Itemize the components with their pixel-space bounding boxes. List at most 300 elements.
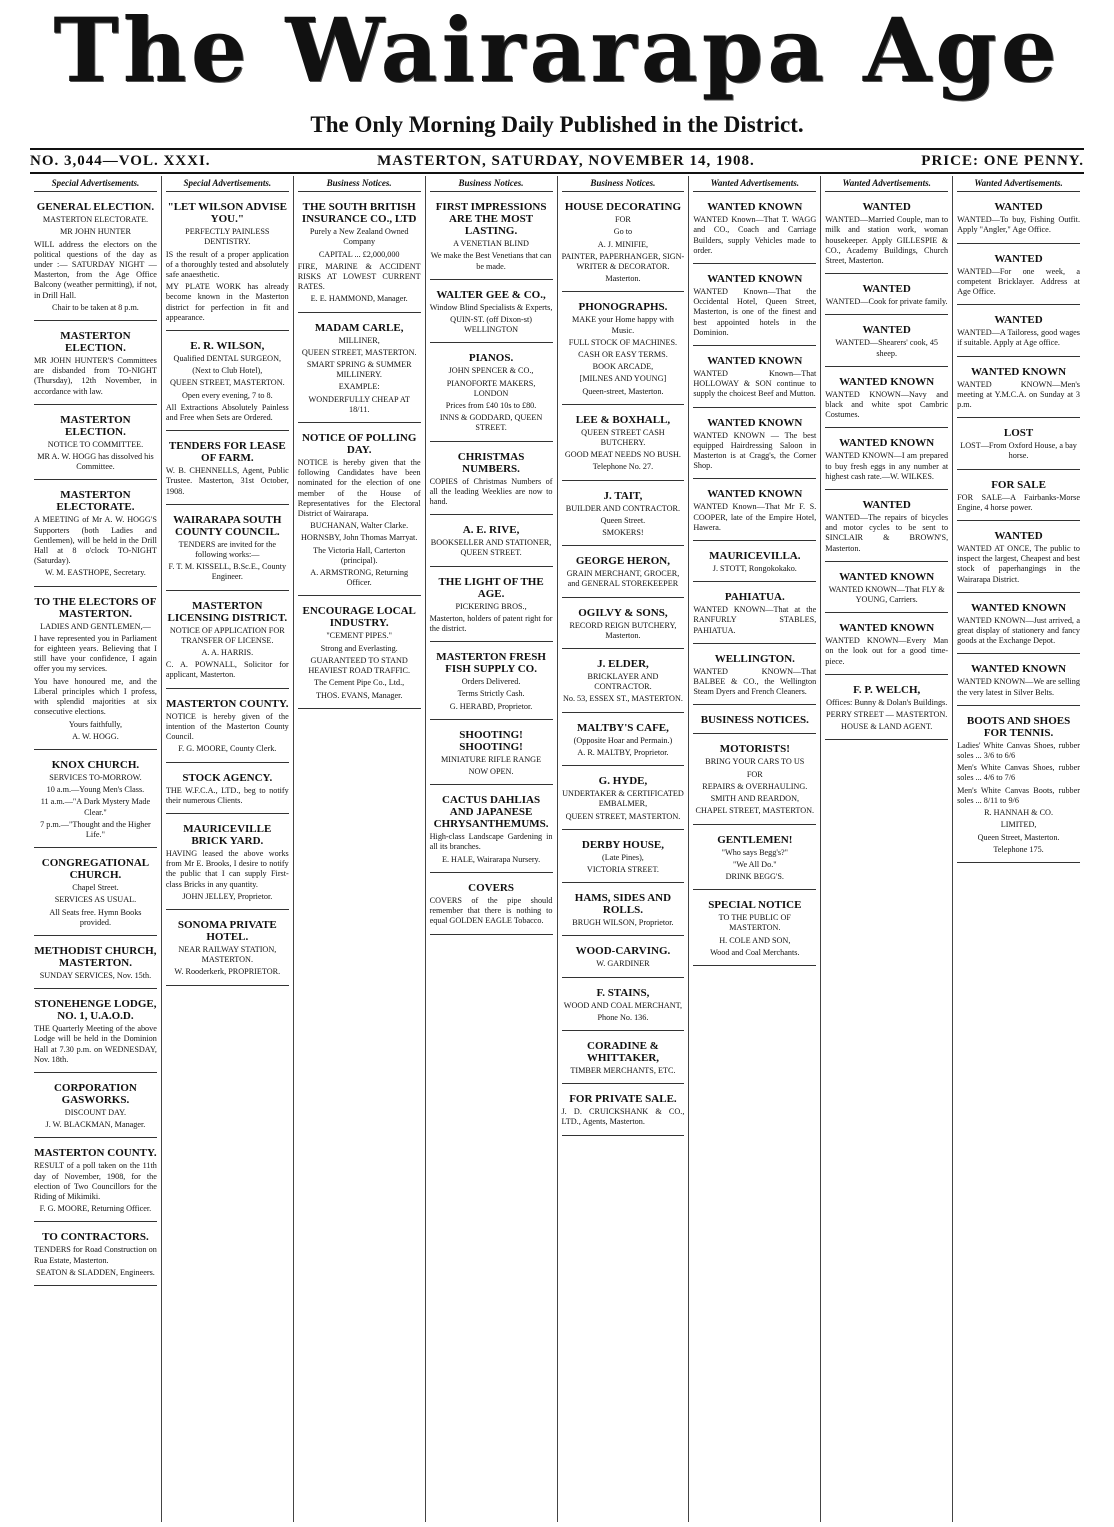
advertisement bbox=[693, 894, 816, 966]
advertisement-title: MASTERTON ELECTORATE. bbox=[56, 489, 135, 514]
advertisement-title: THE LIGHT OF THE AGE. bbox=[438, 575, 544, 600]
advertisement bbox=[825, 566, 948, 613]
advertisement-line: (Late Pines), bbox=[602, 852, 644, 862]
advertisement-line: Orders Delivered. bbox=[461, 677, 521, 687]
advertisement bbox=[957, 361, 1080, 419]
advertisement bbox=[693, 829, 816, 891]
dateline bbox=[30, 148, 1084, 174]
column-3 bbox=[293, 176, 425, 1522]
advertisement-line: F. G. MOORE, County Clerk. bbox=[178, 744, 277, 754]
advertisement-line: WANTED KNOWN—That at the RANFURLY STABLES, PAHIATUA. bbox=[693, 605, 817, 635]
advertisement-title: F. STAINS, bbox=[596, 986, 650, 999]
advertisement-title: TO THE ELECTORS OF MASTERTON. bbox=[34, 595, 157, 620]
advertisement-line: E. HALE, Wairarapa Nursery. bbox=[441, 854, 541, 864]
advertisement bbox=[562, 409, 685, 481]
advertisement-line: F. G. MOORE, Returning Officer. bbox=[39, 1204, 152, 1214]
advertisement-line: Terms Strictly Cash. bbox=[457, 689, 525, 699]
advertisement-line: SERVICES AS USUAL. bbox=[54, 895, 137, 905]
advertisement-line: INNS & GODDARD, QUEEN STREET. bbox=[439, 413, 543, 433]
advertisement-title: MAURICEVILLE BRICK YARD. bbox=[183, 822, 272, 847]
advertisement-title: CONGREGATIONAL CHURCH. bbox=[41, 857, 150, 882]
advertisement bbox=[166, 767, 289, 814]
advertisement-title: CHRISTMAS NUMBERS. bbox=[457, 450, 525, 475]
advertisement-line: 10 a.m.—Young Men's Class. bbox=[46, 785, 145, 795]
advertisement-line: WANTED KNOWN—I am prepared to buy fresh eggs in any number at highest cash rate.—W. WILKES. bbox=[825, 451, 949, 481]
newspaper-title: The Wairarapa Age bbox=[53, 0, 1061, 102]
advertisement bbox=[825, 679, 948, 741]
advertisement bbox=[430, 284, 553, 344]
advertisement-line: SMOKERS! bbox=[602, 528, 644, 538]
advertisement bbox=[693, 196, 816, 264]
advertisement-line: PAINTER, PAPERHANGER, SIGN-WRITER & DECORATOR. bbox=[561, 251, 685, 272]
advertisement-line: We make the Best Venetians that can be made. bbox=[430, 251, 552, 271]
advertisement-line: Masterton. bbox=[605, 274, 641, 284]
advertisement-line: HAVING leased the above works from Mr E. Brooks, I desire to notify the public that I can supply First-class Bricks in any quantity. bbox=[165, 848, 289, 889]
advertisement-title: HAMS, SIDES AND ROLLS. bbox=[574, 892, 672, 917]
advertisement-line: NOTICE OF APPLICATION FOR TRANSFER OF LICENSE. bbox=[169, 625, 285, 645]
advertisement bbox=[957, 658, 1080, 705]
advertisement-title: PIANOS. bbox=[468, 352, 514, 365]
advertisement-title: MASTERTON COUNTY. bbox=[166, 697, 289, 710]
advertisement bbox=[562, 982, 685, 1031]
advertisement-line: WANTED KNOWN — The best equipped Hairdressing Saloon in Masterton is at Cragg's, the Corner Shop. bbox=[693, 430, 817, 471]
advertisement-line: WANTED KNOWN—Men's meeting at Y.M.C.A. on Sunday at 3 p.m. bbox=[957, 379, 1080, 410]
advertisement-line: WANTED—Cook for private family. bbox=[825, 297, 948, 307]
advertisement bbox=[34, 484, 157, 586]
advertisement-line: COVERS of the pipe should remember that there is nothing to equal GOLDEN EAGLE Tobacco. bbox=[429, 895, 553, 926]
advertisement-line: Go to bbox=[613, 227, 633, 237]
advertisement-line: J. W. BLACKMAN, Manager. bbox=[45, 1120, 146, 1130]
advertisement bbox=[562, 602, 685, 649]
advertisement-title: WANTED KNOWN bbox=[707, 273, 803, 286]
advertisement bbox=[957, 474, 1080, 521]
advertisement-title: FIRST IMPRESSIONS ARE THE MOST LASTING. bbox=[435, 201, 547, 238]
advertisement bbox=[693, 545, 816, 582]
advertisement-line: JOHN SPENCER & CO., bbox=[448, 366, 534, 376]
advertisement-title: PAHIATUA. bbox=[724, 591, 785, 604]
advertisement bbox=[957, 422, 1080, 469]
advertisement-line: QUIN-ST. (off Dixon-st) WELLINGTON bbox=[450, 315, 532, 335]
advertisement-line: Telephone 175. bbox=[993, 844, 1044, 854]
advertisement-line: MASTERTON ELECTORATE. bbox=[42, 215, 149, 225]
advertisement-line: WANTED KNOWN—Just arrived, a great display of stationery and fancy goods at the Exchange Depot. bbox=[957, 615, 1080, 646]
advertisement-line: MAKE your Home happy with Music. bbox=[571, 315, 674, 335]
advertisement bbox=[166, 196, 289, 331]
advertisement-title: MOTORISTS! bbox=[719, 743, 790, 756]
advertisement-title: J. TAIT, bbox=[603, 489, 643, 502]
advertisement-line: Qualified DENTAL SURGEON, bbox=[173, 354, 282, 364]
advertisement bbox=[825, 196, 948, 274]
advertisement-line: FIRE, MARINE & ACCIDENT RISKS AT LOWEST CURRENT RATES. bbox=[297, 261, 421, 292]
advertisement bbox=[562, 485, 685, 547]
advertisement-line: HORNSBY, John Thomas Marryat. bbox=[301, 533, 418, 543]
advertisement-line: [MILNES AND YOUNG] bbox=[579, 374, 667, 384]
advertisement-line: All Seats free. Hymn Books provided. bbox=[49, 907, 142, 927]
advertisement-title: A. E. RIVE, bbox=[462, 524, 520, 537]
advertisement-line: WANTED Known—That Mr F. S. COOPER, late of the Empire Hotel, Hawera. bbox=[693, 502, 817, 532]
advertisement-line: Strong and Everlasting. bbox=[320, 643, 398, 653]
advertisement-line: THOS. EVANS, Manager. bbox=[315, 690, 403, 700]
advertisement bbox=[166, 914, 289, 986]
advertisement-title: STOCK AGENCY. bbox=[182, 771, 273, 784]
newspaper-subtitle: The Only Morning Daily Published in the District. bbox=[310, 112, 804, 137]
advertisement-title: SPECIAL NOTICE bbox=[708, 899, 802, 912]
advertisement-line: WANTED—For one week, a competent Bricklayer. Address at Age Office. bbox=[957, 266, 1080, 297]
advertisement-title: WELLINGTON. bbox=[714, 652, 795, 665]
advertisement-line: The Victoria Hall, Carterton (principal). bbox=[313, 545, 406, 565]
advertisement-title: WANTED KNOWN bbox=[971, 601, 1067, 614]
advertisement-title: WANTED KNOWN bbox=[971, 365, 1067, 378]
advertisement-line: GRAIN MERCHANT, GROCER, and GENERAL STOREKEEPER bbox=[566, 569, 680, 589]
advertisement-line: (Next to Club Hotel), bbox=[192, 366, 263, 376]
advertisement-line: R. HANNAH & CO. bbox=[984, 808, 1054, 818]
advertisement-line: HOUSE & LAND AGENT. bbox=[841, 722, 933, 732]
advertisement-title: WANTED bbox=[862, 324, 911, 337]
advertisement-line: IS the result of a proper application of a thoroughly tested and absolutely safe anaesthetic. bbox=[165, 249, 289, 280]
advertisement-line: "Who says Begg's?" bbox=[721, 847, 788, 857]
column-6 bbox=[688, 176, 820, 1522]
advertisement-line: WANTED AT ONCE, The public to inspect the largest, Cheapest and best stock of paperhangings in the Wairarapa District. bbox=[957, 544, 1080, 584]
advertisement-line: A. A. HARRIS. bbox=[201, 648, 254, 658]
advertisement-title: WANTED bbox=[862, 201, 911, 214]
advertisement-title: DERBY HOUSE, bbox=[581, 838, 664, 851]
advertisement-title: OGILVY & SONS, bbox=[578, 606, 668, 619]
advertisement-line: BRUGH WILSON, Proprietor. bbox=[572, 918, 674, 928]
advertisement-line: 7 p.m.—"Thought and the Higher Life." bbox=[40, 819, 151, 839]
advertisement-title: ENCOURAGE LOCAL INDUSTRY. bbox=[302, 605, 416, 630]
advertisement bbox=[562, 887, 685, 936]
masthead bbox=[0, 0, 1114, 137]
advertisement-line: I have represented you in Parliament for eighteen years. Believing that I still have your confidence, I again offer you my services. bbox=[34, 633, 157, 674]
advertisement-line: CHAPEL STREET, MASTERTON. bbox=[695, 806, 815, 816]
column-1 bbox=[30, 176, 161, 1522]
advertisement-line: FOR bbox=[746, 769, 763, 779]
advertisement-line: UNDERTAKER & CERTIFICATED EMBALMER, bbox=[562, 789, 684, 809]
advertisement-line: WOOD AND COAL MERCHANT, bbox=[563, 1000, 683, 1010]
advertisement bbox=[693, 412, 816, 480]
advertisement bbox=[825, 432, 948, 490]
column-8 bbox=[952, 176, 1084, 1522]
advertisement bbox=[562, 196, 685, 292]
advertisement-title: MAURICEVILLA. bbox=[709, 550, 801, 563]
advertisement-line: Men's White Canvas Boots, rubber soles ... 8/11 to 9/6 bbox=[957, 785, 1080, 805]
advertisement-line: BOOKSELLER AND STATIONER, QUEEN STREET. bbox=[430, 538, 552, 558]
advertisement-line: WANTED KNOWN—That BALBEE & CO., the Wellington Steam Dyers and French Cleaners. bbox=[693, 666, 817, 697]
advertisement-line: RECORD REIGN BUTCHERY, Masterton. bbox=[569, 620, 677, 640]
advertisement-line: W. M. EASTHOPE, Secretary. bbox=[45, 568, 146, 578]
advertisement-line: Chair to be taken at 8 p.m. bbox=[52, 302, 139, 312]
advertisement-line: TENDERS are invited for the following works:— bbox=[178, 539, 276, 560]
advertisement-title: WANTED KNOWN bbox=[707, 488, 803, 501]
advertisement-title: LEE & BOXHALL, bbox=[575, 413, 671, 426]
advertisement-title: WANTED bbox=[862, 283, 911, 296]
advertisement bbox=[430, 646, 553, 720]
advertisement bbox=[693, 738, 816, 824]
advertisement-line: QUEEN STREET, MASTERTON. bbox=[565, 811, 681, 821]
advertisement-line: COPIES of Christmas Numbers of all the leading Weeklies are now to hand. bbox=[429, 476, 553, 507]
advertisement-title: WANTED bbox=[994, 252, 1043, 265]
advertisement bbox=[166, 435, 289, 505]
advertisement-line: J. STOTT, Rongokokako. bbox=[712, 564, 797, 574]
advertisement-title: WANTED bbox=[994, 314, 1043, 327]
advertisement-line: You have honoured me, and the Liberal principles which I profess, with splendid majorities at six consecutive elections. bbox=[34, 676, 157, 717]
column-heading: Wanted Advertisements. bbox=[825, 176, 948, 192]
advertisement-line: THE W.F.C.A., LTD., beg to notify their numerous Clients. bbox=[165, 785, 289, 805]
advertisement bbox=[34, 940, 157, 989]
advertisement-line: WILL address the electors on the political questions of the day as under :— SATURDAY NIGHT — Masterton, from the Age Office Balcony (weather permitting), if not, in Drill Hall. bbox=[34, 239, 157, 300]
advertisement-line: Queen Street. bbox=[600, 515, 646, 525]
advertisement-line: WONDERFULLY CHEAP AT 18/11. bbox=[308, 394, 410, 414]
advertisement-line: DISCOUNT DAY. bbox=[64, 1107, 127, 1117]
advertisement bbox=[34, 852, 157, 936]
advertisement-line: Yours faithfully, bbox=[68, 719, 123, 729]
advertisement-line: W. B. CHENNELLS, Agent, Public Trustee. Masterton, 31st October, 1908. bbox=[165, 466, 289, 496]
advertisement bbox=[957, 196, 1080, 243]
advertisement-line: J. D. CRUICKSHANK & CO., LTD., Agents, Masterton. bbox=[561, 1107, 685, 1127]
advertisement-title: METHODIST CHURCH, MASTERTON. bbox=[34, 944, 157, 969]
advertisement-title: WANTED KNOWN bbox=[839, 375, 935, 388]
advertisement bbox=[693, 586, 816, 644]
advertisement-line: REPAIRS & OVERHAULING. bbox=[702, 781, 808, 791]
advertisement bbox=[693, 648, 816, 706]
advertisement-line: VICTORIA STREET. bbox=[586, 864, 659, 874]
advertisement-line: Telephone No. 27. bbox=[592, 462, 654, 472]
advertisement-title: MALTBY'S CAFE, bbox=[576, 721, 669, 734]
advertisement bbox=[34, 1142, 157, 1222]
advertisement-line: C. A. POWNALL, Solicitor for applicant, Masterton. bbox=[165, 660, 289, 680]
advertisement-title: WAIRARAPA SOUTH COUNTY COUNCIL. bbox=[173, 513, 282, 538]
advertisement-title: PHONOGRAPHS. bbox=[578, 301, 668, 314]
advertisement-line: MY PLATE WORK has already become known in the Masterton district for perfection in fit and appearance. bbox=[165, 282, 289, 322]
advertisement-line: F. T. M. KISSELL, B.Sc.E., County Engineer. bbox=[168, 562, 287, 582]
advertisement-line: Window Blind Specialists & Experts, bbox=[429, 302, 553, 312]
advertisement-line: W. Rooderkerk, PROPRIETOR. bbox=[174, 967, 281, 977]
advertisement bbox=[166, 818, 289, 910]
advertisement-line: WANTED—Shearers' cook, 45 sheep. bbox=[835, 338, 939, 358]
advertisement bbox=[430, 446, 553, 516]
advertisement-line: All Extractions Absolutely Painless and Free when Sets are Ordered. bbox=[165, 402, 289, 423]
column-2 bbox=[161, 176, 293, 1522]
advertisement-title: BUSINESS NOTICES. bbox=[700, 714, 809, 727]
advertisement-line: Open every evening, 7 to 8. bbox=[181, 390, 273, 400]
advertisement bbox=[825, 278, 948, 315]
advertisement-line: WANTED Known—That T. WAGG and CO., Coach and Carriage Builders, supply Vehicles made to order. bbox=[693, 215, 817, 255]
advertisement bbox=[166, 509, 289, 591]
advertisement-line: SEATON & SLADDEN, Engineers. bbox=[36, 1267, 155, 1277]
advertisement bbox=[957, 309, 1080, 356]
advertisement-title: BOOTS AND SHOES FOR TENNIS. bbox=[966, 714, 1071, 739]
advertisement bbox=[34, 409, 157, 481]
advertisement-line: W. GARDINER bbox=[596, 959, 650, 969]
advertisement bbox=[562, 550, 685, 597]
column-7 bbox=[820, 176, 952, 1522]
advertisement bbox=[298, 427, 421, 596]
column-heading: Business Notices. bbox=[562, 176, 685, 192]
advertisement-line: E. E. HAMMOND, Manager. bbox=[310, 294, 408, 304]
advertisement bbox=[34, 754, 157, 848]
advertisement-line: Purely a New Zealand Owned Company bbox=[309, 227, 409, 247]
advertisement-title: WANTED KNOWN bbox=[707, 201, 803, 214]
advertisement-line: DRINK BEGG'S. bbox=[725, 871, 784, 881]
advertisement bbox=[957, 597, 1080, 655]
column-4 bbox=[425, 176, 557, 1522]
advertisement-line: WANTED KNOWN—We are selling the very latest in Silver Belts. bbox=[957, 677, 1080, 697]
advertisement-title: LOST bbox=[1003, 427, 1034, 440]
advertisement-title: STONEHENGE LODGE, NO. 1, U.A.O.D. bbox=[34, 998, 157, 1023]
column-heading: Special Advertisements. bbox=[166, 176, 289, 192]
advertisement-line: NOTICE TO COMMITTEE. bbox=[47, 439, 144, 449]
advertisement-line: WANTED Known—That the Occidental Hotel, Queen Street, Masterton, is one of the finest and best appointed hotels in the Dominion. bbox=[693, 287, 817, 337]
advertisement bbox=[562, 770, 685, 830]
advertisement-title: MADAM CARLE, bbox=[314, 321, 404, 334]
advertisement-title: MASTERTON ELECTION. bbox=[60, 413, 131, 438]
advertisement bbox=[562, 834, 685, 883]
advertisement bbox=[562, 940, 685, 977]
advertisement-line: PERFECTLY PAINLESS DENTISTRY. bbox=[185, 227, 270, 247]
advertisement-line: LOST—From Oxford House, a bay horse. bbox=[960, 441, 1077, 461]
advertisement-line: LIMITED, bbox=[1000, 820, 1037, 830]
advertisement-line: NEAR RAILWAY STATION, MASTERTON. bbox=[178, 944, 277, 965]
advertisement-line: QUEEN STREET CASH BUTCHERY. bbox=[581, 427, 665, 448]
advertisement bbox=[298, 600, 421, 708]
advertisement-line: PERRY STREET — MASTERTON. bbox=[826, 710, 948, 720]
price: PRICE: ONE PENNY. bbox=[921, 152, 1084, 169]
advertisement-line: "CEMENT PIPES." bbox=[326, 631, 393, 641]
advertisement bbox=[825, 617, 948, 675]
column-heading: Business Notices. bbox=[298, 176, 421, 192]
advertisement-line: PIANOFORTE MAKERS, LONDON bbox=[446, 378, 536, 398]
advertisement-title: J. ELDER, bbox=[597, 658, 649, 671]
advertisement-title: FOR SALE bbox=[991, 478, 1046, 491]
advertisement-line: MR A. W. HOGG has dissolved his Committee. bbox=[37, 452, 154, 472]
advertisement-line: WANTED KNOWN—Every Man on the look out for a good time-piece. bbox=[825, 636, 949, 666]
advertisement-line: BRICKLAYER AND CONTRACTOR. bbox=[587, 672, 659, 692]
advertisement-line: RESULT of a poll taken on the 11th day of November, 1908, for the election of Two Councillors for the Riding of Mikimiki. bbox=[34, 1161, 157, 1201]
advertisement bbox=[430, 724, 553, 785]
advertisement bbox=[430, 347, 553, 441]
advertisement-line: A. J. MINIFIE, bbox=[597, 239, 649, 249]
advertisement-line: Men's White Canvas Shoes, rubber soles ... 4/6 to 7/6 bbox=[957, 763, 1080, 783]
columns-area bbox=[30, 176, 1084, 1522]
advertisement-title: F. P. WELCH, bbox=[853, 683, 921, 696]
advertisement-title: COVERS bbox=[468, 881, 514, 894]
issue-number: NO. 3,044—VOL. XXXI. bbox=[30, 152, 211, 169]
advertisement bbox=[430, 571, 553, 643]
advertisement bbox=[166, 335, 289, 431]
advertisement bbox=[430, 519, 553, 566]
advertisement-title: WALTER GEE & CO., bbox=[436, 288, 546, 301]
advertisement-line: WANTED—The repairs of bicycles and motor cycles to be sent to SINCLAIR & BROWN'S, Masterton. bbox=[825, 513, 949, 553]
advertisement-line: EXAMPLE: bbox=[338, 382, 380, 392]
advertisement bbox=[957, 248, 1080, 306]
advertisement-line: H. COLE AND SON, bbox=[719, 935, 791, 945]
advertisement-line: TO THE PUBLIC OF MASTERTON. bbox=[718, 913, 791, 933]
advertisement-line: NOW OPEN. bbox=[468, 767, 514, 777]
advertisement-line: Chapel Street. bbox=[72, 883, 119, 893]
advertisement-line: TENDERS for Road Construction on Rua Estate, Masterton. bbox=[34, 1245, 157, 1265]
advertisement-line: A. R. MALTBY, Proprietor. bbox=[577, 747, 669, 757]
advertisement-title: WANTED bbox=[862, 499, 911, 512]
column-heading: Wanted Advertisements. bbox=[693, 176, 816, 192]
advertisement-line: WANTED KNOWN—Navy and black and white spot Cambric Costumes. bbox=[825, 389, 949, 420]
advertisement bbox=[34, 1226, 157, 1286]
advertisement-title: WANTED bbox=[994, 530, 1043, 543]
advertisement bbox=[430, 196, 553, 280]
advertisement-line: MR JOHN HUNTER'S Committees are disbanded from TO-NIGHT (Thursday), 12th November, in accordance with law. bbox=[34, 356, 157, 396]
advertisement-line: QUEEN STREET, MASTERTON. bbox=[301, 347, 417, 357]
column-heading: Business Notices. bbox=[430, 176, 553, 192]
advertisement-line: FULL STOCK OF MACHINES. bbox=[568, 337, 678, 347]
advertisement-title: "LET WILSON ADVISE YOU." bbox=[167, 201, 288, 226]
advertisement-line: A VENETIAN BLIND bbox=[453, 239, 529, 249]
advertisement-line: Wood and Coal Merchants. bbox=[710, 947, 800, 957]
advertisement-title: WANTED KNOWN bbox=[839, 570, 935, 583]
advertisement-title: G. HYDE, bbox=[598, 775, 648, 788]
advertisement-line: 11 a.m.—"A Dark Mystery Made Clear." bbox=[40, 797, 151, 817]
advertisement bbox=[34, 1077, 157, 1138]
advertisement-line: THE Quarterly Meeting of the above Lodge will be held in the Dominion Hall at 7.30 p.m. on WEDNESDAY, Nov. 18th. bbox=[34, 1024, 157, 1064]
advertisement bbox=[298, 317, 421, 423]
advertisement-title: WANTED bbox=[994, 201, 1043, 214]
advertisement bbox=[562, 653, 685, 713]
advertisement-line: MILLINER, bbox=[338, 335, 380, 345]
advertisement bbox=[34, 325, 157, 405]
advertisement-line: (Opposite Hoar and Permain.) bbox=[573, 735, 673, 745]
advertisement bbox=[34, 993, 157, 1073]
advertisement-title: E. R. WILSON, bbox=[190, 340, 265, 353]
advertisement-title: TENDERS FOR LEASE OF FARM. bbox=[168, 440, 286, 465]
advertisement bbox=[562, 1035, 685, 1084]
place-date: MASTERTON, SATURDAY, NOVEMBER 14, 1908. bbox=[377, 152, 755, 169]
advertisement-line: NOTICE is hereby given that the following Candidates have been nominated for the election of one member of the House of Representatives for the Electoral District of Wairarapa. bbox=[297, 458, 421, 519]
advertisement bbox=[693, 350, 816, 408]
advertisement-line: A. W. HOGG. bbox=[72, 731, 119, 741]
advertisement-title: MASTERTON ELECTION. bbox=[60, 330, 131, 355]
advertisement-line: GUARANTEED TO STAND HEAVIEST ROAD TRAFFIC. bbox=[308, 655, 411, 676]
column-heading: Wanted Advertisements. bbox=[957, 176, 1080, 192]
advertisement-line: High-class Landscape Gardening in all its branches. bbox=[429, 832, 553, 852]
advertisement bbox=[693, 268, 816, 346]
advertisement-title: CORADINE & WHITTAKER, bbox=[586, 1039, 660, 1064]
advertisement-title: TO CONTRACTORS. bbox=[42, 1231, 149, 1244]
advertisement-title: WANTED KNOWN bbox=[707, 416, 803, 429]
advertisement bbox=[430, 877, 553, 935]
advertisement-line: WANTED—To buy, Fishing Outfit. Apply "Angler," Age Office. bbox=[957, 215, 1080, 235]
advertisement-line: SMITH AND REARDON, bbox=[710, 794, 800, 804]
advertisement-line: CAPITAL ... £2,000,000 bbox=[318, 249, 400, 259]
advertisement-line: QUEEN STREET, MASTERTON. bbox=[169, 378, 285, 388]
advertisement-title: WANTED KNOWN bbox=[839, 622, 935, 635]
advertisement-title: KNOX CHURCH. bbox=[51, 758, 140, 771]
advertisement-line: SUNDAY SERVICES, Nov. 15th. bbox=[39, 970, 152, 980]
advertisement-line: Offices: Bunny & Dolan's Buildings. bbox=[826, 697, 948, 707]
advertisement-title: MASTERTON FRESH FISH SUPPLY CO. bbox=[436, 651, 546, 676]
advertisement-line: The Cement Pipe Co., Ltd., bbox=[314, 678, 405, 688]
advertisement-line: Phone No. 136. bbox=[597, 1012, 649, 1022]
advertisement-line: MR JOHN HUNTER bbox=[59, 227, 131, 237]
advertisement-title: GENERAL ELECTION. bbox=[36, 201, 155, 214]
advertisement-line: SMART SPRING & SUMMER MILLINERY. bbox=[306, 360, 412, 380]
advertisement-line: BOOK ARCADE, bbox=[592, 362, 654, 372]
advertisement bbox=[562, 1088, 685, 1135]
advertisement-line: PICKERING BROS., bbox=[455, 601, 527, 611]
advertisement-line: Ladies' White Canvas Shoes, rubber soles ... 3/6 to 6/6 bbox=[957, 740, 1080, 761]
advertisement-line: WANTED Known—That HOLLOWAY & SON continue to supply the choicest Beef and Mutton. bbox=[693, 369, 817, 399]
advertisement-line: Queen-street, Masterton. bbox=[582, 386, 664, 396]
advertisement-line: JOHN JELLEY, Proprietor. bbox=[182, 891, 273, 901]
advertisement-line: SERVICES TO-MORROW. bbox=[49, 772, 142, 782]
advertisement-title: GEORGE HERON, bbox=[575, 555, 670, 568]
